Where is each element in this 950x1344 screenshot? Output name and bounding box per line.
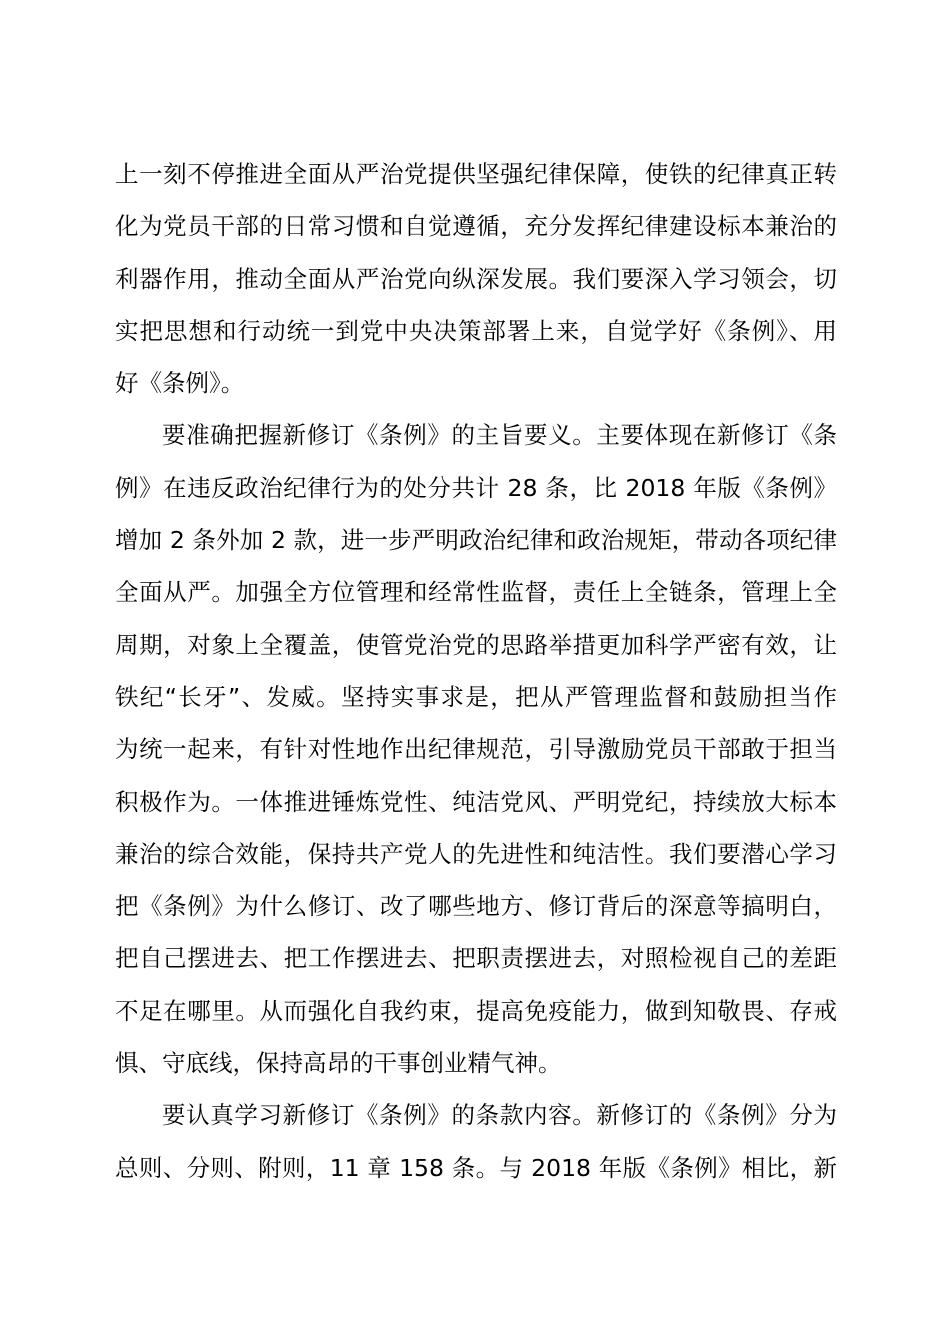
text-line-11: 铁纪“长牙”、发威。坚持实事求是，把从严管理监督和鼓励担当作 (115, 682, 837, 711)
text-line-12: 为统一起来，有针对性地作出纪律规范，引导激励党员干部敢于担当 (115, 735, 837, 764)
text-line-4: 实把思想和行动统一到党中央决策部署上来，自觉学好《条例》、用 (115, 316, 837, 345)
text-line-3: 利器作用，推动全面从严治党向纵深发展。我们要深入学习领会，切 (115, 264, 837, 293)
text-line-15: 把《条例》为什么修订、改了哪些地方、修订背后的深意等搞明白， (115, 892, 837, 921)
text-line-19: 要认真学习新修订《条例》的条款内容。新修订的《条例》分为 (162, 1101, 837, 1130)
text-line-18: 惧、守底线，保持高昂的干事创业精气神。 (115, 1049, 562, 1078)
text-line-14: 兼治的综合效能，保持共产党人的先进性和纯洁性。我们要潜心学习 (115, 839, 837, 868)
text-line-10: 周期，对象上全覆盖，使管党治党的思路举措更加科学严密有效，让 (115, 630, 837, 659)
text-line-8: 增加 2 条外加 2 款，进一步严明政治纪律和政治规矩，带动各项纪律 (115, 526, 837, 555)
text-line-1: 上一刻不停推进全面从严治党提供坚强纪律保障，使铁的纪律真正转 (115, 160, 837, 188)
text-line-5: 好《条例》。 (115, 369, 245, 398)
text-line-6: 要准确把握新修订《条例》的主旨要义。主要体现在新修订《条 (162, 421, 837, 450)
text-line-13: 积极作为。一体推进锤炼党性、纯洁党风、严明党纪，持续放大标本 (115, 787, 837, 816)
text-line-9: 全面从严。加强全方位管理和经常性监督，责任上全链条，管理上全 (115, 578, 837, 607)
text-line-2: 化为党员干部的日常习惯和自觉遵循，充分发挥纪律建设标本兼治的 (115, 212, 837, 241)
text-line-7: 例》在违反政治纪律行为的处分共计 28 条，比 2018 年版《条例》 (115, 473, 837, 502)
text-line-16: 把自己摆进去、把工作摆进去、把职责摆进去，对照检视自己的差距 (115, 944, 837, 973)
text-line-20: 总则、分则、附则，11 章 158 条。与 2018 年版《条例》相比，新 (115, 1153, 837, 1182)
text-line-17: 不足在哪里。从而强化自我约束，提高免疫能力，做到知敬畏、存戒 (115, 996, 837, 1025)
body-text (115, 148, 837, 1194)
